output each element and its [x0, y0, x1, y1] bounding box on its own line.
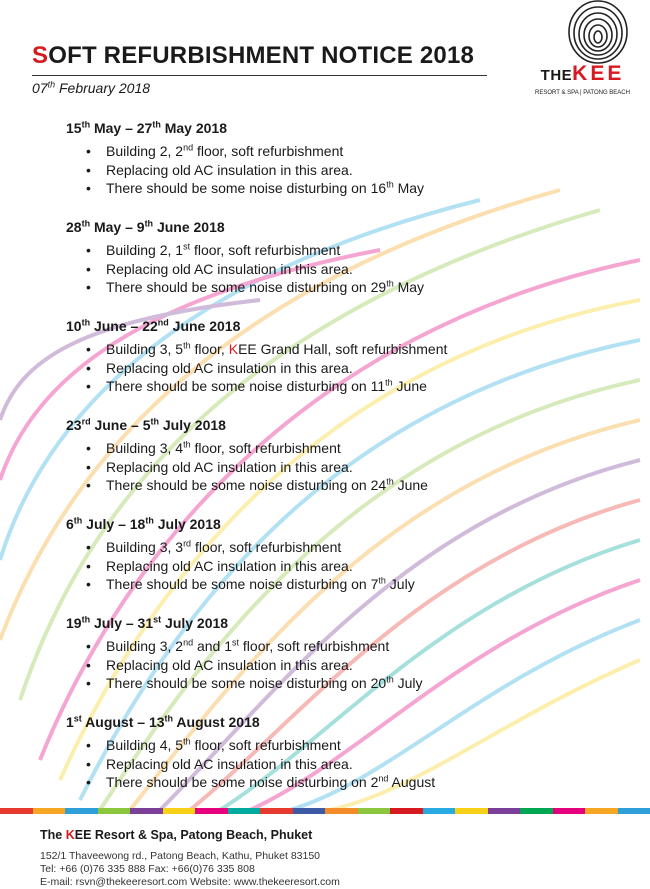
schedule-section	[66, 118, 626, 217]
section-bullets	[66, 538, 626, 594]
stripe-segment	[130, 808, 163, 814]
bullet-item: • Replacing old AC insulation in this area.	[86, 656, 626, 675]
stripe-segment	[488, 808, 521, 814]
bullet-item: • Building 4, 5th floor, soft refurbishment	[86, 736, 626, 755]
stripe-segment	[358, 808, 391, 814]
stripe-segment	[618, 808, 650, 814]
stripe-segment	[98, 808, 131, 814]
section-heading: 6th July – 18th July 2018	[66, 514, 626, 534]
stripe-segment	[585, 808, 618, 814]
schedule-section	[66, 712, 626, 811]
section-bullets	[66, 736, 626, 792]
refurbishment-schedule	[66, 118, 626, 811]
title-initial: S	[32, 42, 48, 69]
schedule-section	[66, 217, 626, 316]
stripe-segment	[325, 808, 358, 814]
stripe-segment	[553, 808, 586, 814]
bullet-item: • Replacing old AC insulation in this area.	[86, 260, 626, 279]
section-bullets	[66, 142, 626, 198]
fingerprint-logo-icon	[566, 0, 630, 66]
logo-wordmark: THEKEE	[520, 62, 645, 86]
stripe-segment	[33, 808, 66, 814]
schedule-section	[66, 316, 626, 415]
schedule-section	[66, 514, 626, 613]
bullet-item: • There should be some noise disturbing on 2nd August	[86, 773, 626, 792]
kee-logo	[520, 0, 645, 108]
title-divider	[32, 75, 487, 76]
stripe-segment	[455, 808, 488, 814]
section-heading: 19th July – 31st July 2018	[66, 613, 626, 633]
logo-tagline: RESORT & SPA | PATONG BEACH	[520, 90, 645, 96]
notice-date: 07th February 2018	[32, 80, 150, 96]
color-stripe	[0, 808, 650, 814]
stripe-segment	[293, 808, 326, 814]
bullet-item: • There should be some noise disturbing on 11th June	[86, 377, 626, 396]
bullet-item: • Building 3, 4th floor, soft refurbishment	[86, 439, 626, 458]
bullet-item: • Replacing old AC insulation in this area.	[86, 557, 626, 576]
bullet-item: • There should be some noise disturbing on 29th May	[86, 278, 626, 297]
bullet-item: • Building 3, 5th floor, KEE Grand Hall, soft refurbishment	[86, 340, 626, 359]
bullet-item: • Replacing old AC insulation in this area.	[86, 458, 626, 477]
section-bullets	[66, 637, 626, 693]
section-bullets	[66, 439, 626, 495]
section-bullets	[66, 241, 626, 297]
bullet-item: • Replacing old AC insulation in this area.	[86, 755, 626, 774]
stripe-segment	[228, 808, 261, 814]
resort-address: 152/1 Thaveewong rd., Patong Beach, Kathu, Phuket 83150	[40, 850, 340, 863]
section-heading: 28th May – 9th June 2018	[66, 217, 626, 237]
bullet-item: • Replacing old AC insulation in this area.	[86, 161, 626, 180]
section-bullets	[66, 340, 626, 396]
schedule-section	[66, 415, 626, 514]
section-heading: 15th May – 27th May 2018	[66, 118, 626, 138]
stripe-segment	[423, 808, 456, 814]
bullet-item: • There should be some noise disturbing on 7th July	[86, 575, 626, 594]
stripe-segment	[65, 808, 98, 814]
bullet-item: • Building 2, 1st floor, soft refurbishment	[86, 241, 626, 260]
section-heading: 10th June – 22nd June 2018	[66, 316, 626, 336]
schedule-section	[66, 613, 626, 712]
resort-contact: E-mail: rsvn@thekeeresort.com Website: www.thekeeresort.com	[40, 876, 340, 889]
footer	[40, 826, 340, 889]
resort-name: The KEE Resort & Spa, Patong Beach, Phuket	[40, 826, 340, 844]
stripe-segment	[163, 808, 196, 814]
section-heading: 23rd June – 5th July 2018	[66, 415, 626, 435]
bullet-item: • There should be some noise disturbing on 20th July	[86, 674, 626, 693]
stripe-segment	[390, 808, 423, 814]
bullet-item: • Building 3, 3rd floor, soft refurbishment	[86, 538, 626, 557]
stripe-segment	[520, 808, 553, 814]
resort-phone: Tel: +66 (0)76 335 888 Fax: +66(0)76 335 808	[40, 863, 340, 876]
title-text: OFT REFURBISHMENT NOTICE 2018	[48, 42, 474, 69]
stripe-segment	[260, 808, 293, 814]
stripe-segment	[0, 808, 33, 814]
stripe-segment	[195, 808, 228, 814]
page-title	[32, 42, 474, 70]
bullet-item: • There should be some noise disturbing on 24th June	[86, 476, 626, 495]
bullet-item: • Building 2, 2nd floor, soft refurbishment	[86, 142, 626, 161]
bullet-item: • There should be some noise disturbing on 16th May	[86, 179, 626, 198]
bullet-item: • Replacing old AC insulation in this area.	[86, 359, 626, 378]
section-heading: 1st August – 13th August 2018	[66, 712, 626, 732]
bullet-item: • Building 3, 2nd and 1st floor, soft refurbishment	[86, 637, 626, 656]
